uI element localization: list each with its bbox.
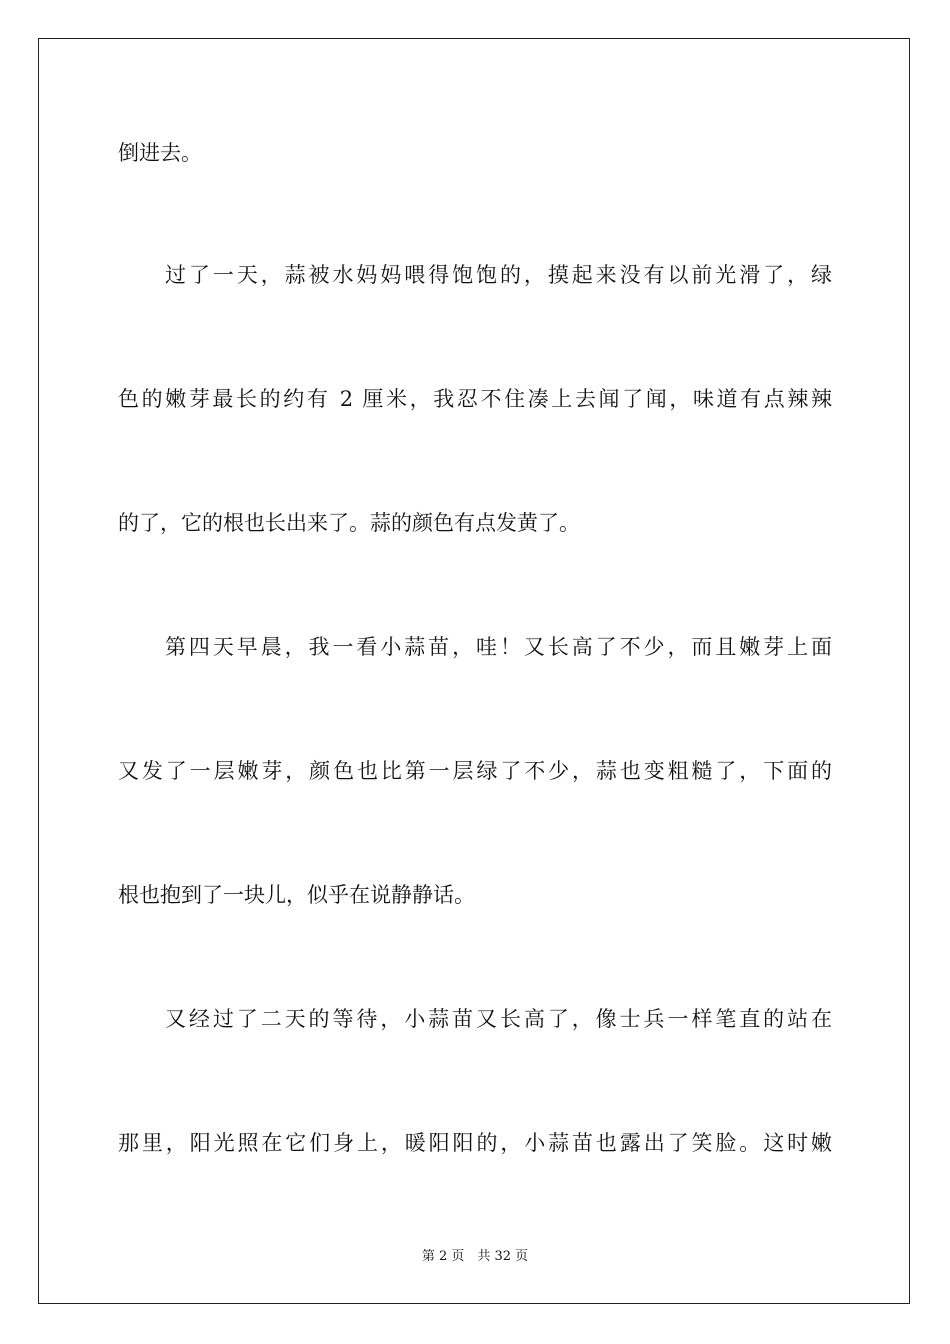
text-line: 倒进去。 (118, 141, 202, 165)
page-number-label: 第 2 页 共 32 页 (421, 1249, 529, 1264)
paragraph-first-line: 又经过了二天的等待，小蒜苗又长高了，像士兵一样笔直的站在 (165, 1007, 832, 1031)
text-line: 根也抱到了一块儿，似乎在说静静话。 (118, 883, 475, 907)
page-footer (0, 1248, 950, 1266)
text-line: 那里，阳光照在它们身上，暖阳阳的，小蒜苗也露出了笑脸。这时嫩 (118, 1131, 832, 1155)
page-border (38, 38, 910, 1304)
paragraph-first-line: 过了一天，蒜被水妈妈喂得饱饱的，摸起来没有以前光滑了，绿 (165, 263, 832, 287)
text-line: 又发了一层嫩芽，颜色也比第一层绿了不少，蒜也变粗糙了，下面的 (118, 759, 832, 783)
text-line: 色的嫩芽最长的约有 2 厘米，我忍不住凑上去闻了闻，味道有点辣辣 (118, 387, 832, 411)
text-line: 的了，它的根也长出来了。蒜的颜色有点发黄了。 (118, 511, 580, 535)
paragraph-first-line: 第四天早晨，我一看小蒜苗，哇！又长高了不少，而且嫩芽上面 (165, 635, 832, 659)
